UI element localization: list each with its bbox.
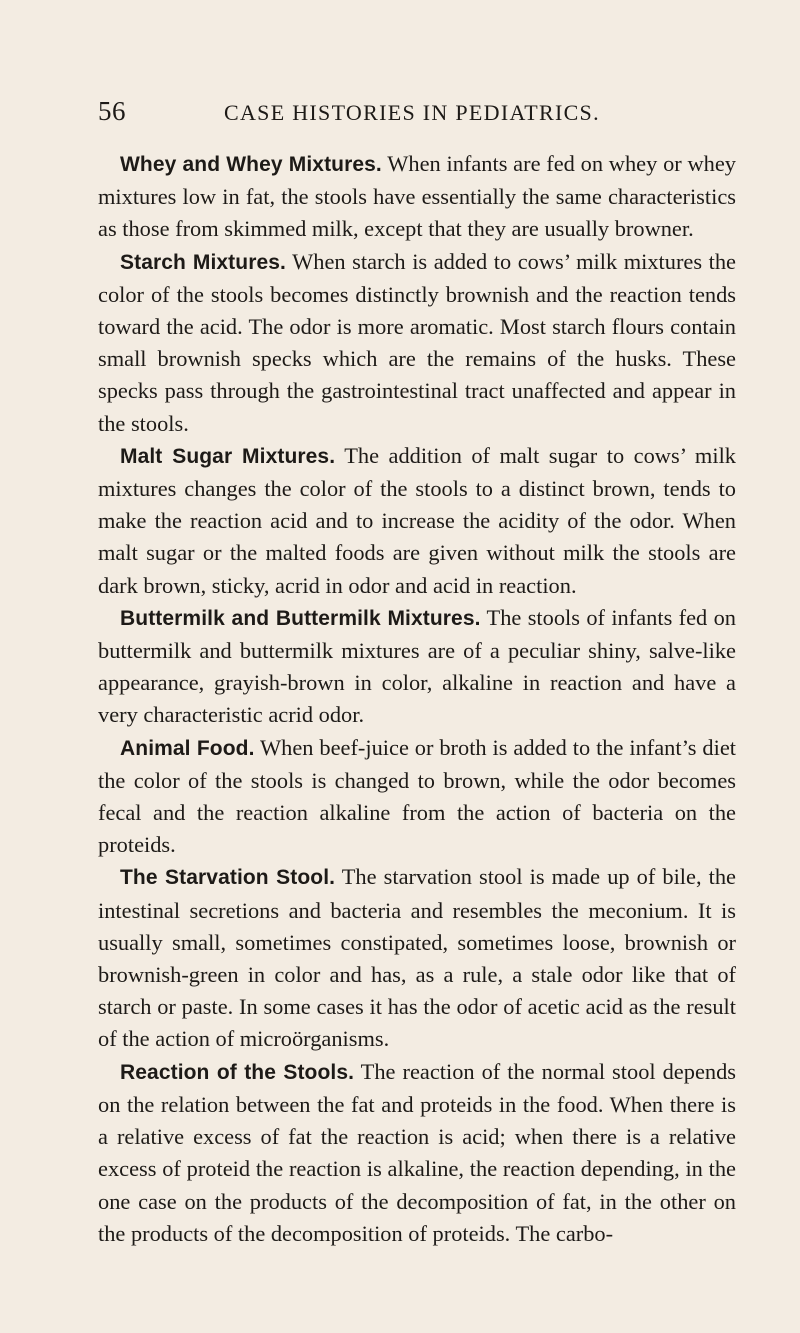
paragraph-text: When infants are fed on whey or whey mixtures low in fat, the stools have essentially the same characteristics as those from skimmed milk, except that they are usually browner. bbox=[98, 151, 736, 242]
paragraph-heading: The Starvation Stool. bbox=[120, 866, 336, 890]
paragraph-heading: Starch Mixtures. bbox=[120, 250, 286, 274]
paragraph-starvation-stool bbox=[98, 861, 736, 1055]
paragraph-heading: Reaction of the Stools. bbox=[120, 1060, 355, 1084]
page-number: 56 bbox=[98, 96, 126, 126]
paragraph-text: The starvation stool is made up of bile, the intestinal secretions and bacteria and resembles the meconium. It is usually small, sometimes constipated, sometimes loose, brownish or brownish-green in color and has, as a rule, a stale odor like that of starch or paste. In some cases it has the odor of acetic acid as the result of the action of microörganisms. bbox=[98, 864, 736, 1052]
paragraph-heading: Whey and Whey Mixtures. bbox=[120, 153, 382, 176]
paragraph-heading: Animal Food. bbox=[120, 736, 255, 760]
paragraph-text: When starch is added to cows’ milk mixtures the color of the stools becomes distinctly brownish and the reaction tends toward the acid. The odor is more aromatic. Most starch flours contain small brownish specks which are the remains of the husks. These specks pass through the gastrointestinal tract unaffected and appear in the stools. bbox=[98, 248, 736, 436]
running-title: CASE HISTORIES IN PEDIATRICS. bbox=[224, 100, 600, 125]
page-header bbox=[98, 96, 736, 136]
paragraph-text: The addition of malt sugar to cows’ milk mixtures changes the color of the stools to a distinct brown, tends to make the reaction acid and to increase the acidity of the odor. When malt sugar or the malted foods are given without milk the stools are dark brown, sticky, acrid in odor and acid in reaction. bbox=[98, 442, 736, 598]
paragraph-malt-sugar bbox=[98, 440, 736, 602]
paragraph-text: When beef-juice or broth is added to the infant’s diet the color of the stools is changed to brown, while the odor becomes fecal and the reaction alkaline from the action of bacteria on the proteids. bbox=[98, 734, 736, 858]
paragraph-starch bbox=[98, 246, 736, 440]
paragraph-heading: Malt Sugar Mixtures. bbox=[120, 444, 336, 468]
paragraph-reaction bbox=[98, 1056, 736, 1250]
paragraph-text: The stools of infants fed on buttermilk and buttermilk mixtures are of a peculiar shiny, salve-like appearance, grayish-brown in color, alkaline in reaction and have a very characteristic acrid odor. bbox=[98, 604, 736, 728]
paragraph-whey bbox=[98, 148, 736, 246]
paragraph-animal-food bbox=[98, 732, 736, 862]
body-text bbox=[98, 148, 736, 1250]
paragraph-text: The reaction of the normal stool depends on the relation between the fat and proteids in the food. When there is a relative excess of fat the reaction is acid; when there is a relative excess of proteid the reaction is alkaline, the reaction depending, in the one case on the products of the decomposition of fat, in the other on the products of the decomposition of proteids. The carbo- bbox=[98, 1058, 736, 1246]
paragraph-buttermilk bbox=[98, 602, 736, 732]
paragraph-heading: Buttermilk and Buttermilk Mixtures. bbox=[120, 606, 481, 630]
